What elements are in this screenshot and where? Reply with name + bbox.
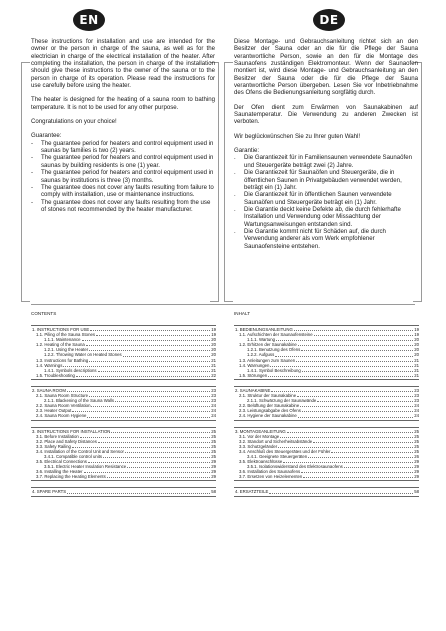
guarantee-item: [31, 140, 215, 155]
toc-page-number: 21: [414, 372, 419, 378]
toc-leader-dots: [301, 472, 413, 473]
toc-page-number: 21: [414, 357, 419, 363]
toc-leader-dots: [344, 467, 413, 468]
toc-page-number: 20: [414, 347, 419, 353]
toc-entry-title: 1.5. Störungen: [239, 372, 268, 378]
toc-leader-dots: [300, 406, 413, 407]
toc-section: [31, 427, 216, 482]
toc-page-number: 20: [414, 352, 419, 358]
toc-entry-title: 1.2. Erhitzen der Saunakabine: [239, 342, 297, 348]
toc-page-number: 20: [414, 342, 419, 348]
toc-section: [234, 487, 419, 496]
toc-page-number: 29: [414, 459, 419, 465]
toc-page-number: 21: [211, 367, 216, 373]
toc-leader-dots: [308, 457, 413, 458]
toc-page-number: 25: [211, 453, 216, 459]
guarantee-text: Die Garantie kommt nicht für Schäden auf, die durch Verwendung anderer als vom Werk empfohlener Saunaofensteine entstehen.: [244, 227, 386, 250]
language-badge-en: EN: [73, 9, 105, 31]
toc-page-number: 23: [211, 393, 216, 399]
toc-page-number: 29: [414, 469, 419, 475]
guarantee-item: [234, 228, 418, 250]
toc-entry-title: 1.2.2. Throwing Water on Heated Stones: [44, 352, 122, 358]
toc-page-number: 29: [211, 459, 216, 465]
toc-page-number: 20: [211, 352, 216, 358]
toc-section: [234, 325, 419, 380]
guarantee-item: [31, 199, 215, 214]
toc-leader-dots: [297, 396, 413, 397]
toc-entry-title: 4. ERSATZTEILE: [235, 489, 269, 495]
toc-leader-dots: [80, 437, 210, 438]
toc-page-number: 25: [211, 438, 216, 444]
toc-page-number: 24: [211, 413, 216, 419]
toc-entry-title: 3.1. Before Installation: [36, 433, 79, 439]
toc-page-number: 20: [211, 337, 216, 343]
toc-page-number: 24: [414, 413, 419, 419]
toc-entry: [234, 373, 419, 378]
toc-entry-title: 2.1. Sauna Room Structure: [36, 393, 89, 399]
guarantee-item: [234, 154, 418, 169]
english-column: [31, 38, 215, 213]
bullet-mark: .: [234, 191, 236, 199]
toc-entry-title: 3.7. Replacing the Heating Elements: [36, 474, 106, 480]
toc-entry-title: 1.4.1. Symbol Beschreibung: [247, 367, 301, 373]
bullet-mark: .: [234, 205, 236, 213]
toc-page-number: 25: [211, 448, 216, 454]
toc-entry-title: 1.3. Instructions for Bathing: [36, 357, 89, 363]
toc-page-number: 19: [211, 332, 216, 338]
toc-leader-dots: [90, 330, 210, 331]
toc-section: [234, 386, 419, 421]
toc-entry: [234, 489, 419, 494]
toc-entry: [31, 474, 216, 479]
toc-page-number: 20: [211, 347, 216, 353]
toc-leader-dots: [296, 361, 413, 362]
toc-leader-dots: [96, 335, 210, 336]
toc-entry-title: 1. INSTRUCTIONS FOR USE: [32, 327, 90, 332]
toc-page-number: 24: [211, 408, 216, 414]
toc-entry-title: 2.4. Sauna Room Hygiene: [36, 413, 87, 419]
toc-leader-dots: [72, 447, 210, 448]
toc-leader-dots: [98, 371, 211, 372]
toc-entry-title: 3.5. Electrical Connections: [36, 459, 87, 465]
toc-page-number: 23: [211, 387, 216, 393]
toc-page-number: 25: [211, 433, 216, 439]
toc-leader-dots: [89, 396, 210, 397]
congratulations-text: Congratulations on your choice!: [31, 118, 117, 126]
toc-entry-title: 3. INSTRUCTIONS FOR INSTALLATION: [32, 428, 111, 434]
bullet-mark: .: [234, 154, 236, 162]
guarantee-text: Die Garantiezeit für in öffentlichen Saunen verwendete Saunaöfen und Steuergeräte beträgt ein (1) Jahr.: [244, 191, 392, 206]
intro-paragraph: These instructions for installation and use are intended for the owner or the person in charge of the sauna, as well as for the electrician in charge of the electrical installation of the heater. After completing the installation, the person in charge of the installation should give these instructions to the owner of the sauna or to the person in charge of its operation. Please read the instructions for use carefully before using the heater.: [31, 38, 215, 90]
toc-leader-dots: [63, 366, 210, 367]
guarantee-item: [31, 184, 215, 199]
toc-page-number: 19: [414, 327, 419, 332]
bullet-mark: -: [31, 169, 34, 177]
toc-entry: [234, 413, 419, 418]
guarantee-title: Guarantee:: [31, 132, 62, 140]
intro-paragraph: Diese Montage- und Gebrauchsanleitung richtet sich an den Besitzer der Sauna oder an die für die Pflege der Sauna verantwortliche Person, sowie an den für die Montage des Saunaofens zuständigen Elektromonteur. Wenn der Saunaofen montiert ist, wird diese Montage- und Gebrauchsanleitung an den Besitzer der Sauna oder die für die Pflege der Sauna verantwortliche Person übergeben. Lesen Sie vor Inbetriebnahme des Ofens die Bedienungsanleitung sorgfältig durch.: [234, 38, 418, 97]
toc-entry-title: 2.2. Belüftung der Saunakabine: [239, 403, 300, 409]
toc-leader-dots: [76, 376, 210, 377]
toc-entry-title: 3.2. Standort und Sicherheitsabstände: [239, 438, 313, 444]
toc-page-number: 26: [414, 453, 419, 459]
toc-entry: [31, 373, 216, 378]
toc-page-number: 23: [414, 393, 419, 399]
toc-leader-dots: [314, 335, 414, 336]
toc-leader-dots: [317, 401, 413, 402]
toc-leader-dots: [72, 411, 210, 412]
toc-leader-dots: [302, 371, 413, 372]
toc-page-number: 24: [211, 403, 216, 409]
bullet-mark: .: [234, 227, 236, 235]
guarantee-text: Die Garantiezeit für Saunaöfen und Steuergeräte, die in öffentlichen Saunen in Privatgebäuden verwendet werden, beträgt ein (1) Jahr.: [244, 169, 402, 191]
toc-section: [234, 427, 419, 482]
toc-page-number: 25: [211, 428, 216, 434]
toc-page-number: 58: [211, 489, 216, 495]
toc-leader-dots: [268, 376, 413, 377]
toc-entry-title: 2. SAUNAKABINE: [235, 387, 271, 393]
toc-leader-dots: [313, 442, 413, 443]
toc-entry: [234, 474, 419, 479]
toc-entry-title: 2.1. Struktur der Saunakabine: [239, 393, 297, 399]
bullet-mark: -: [31, 183, 34, 191]
toc-entry-title: 3.5. Elektroanschlüsse: [239, 459, 283, 465]
toc-entry-title: 2.1.1. Blackening of the Sauna Walls: [44, 398, 115, 404]
toc-entry-title: 1.2. Heating of the Sauna: [36, 342, 85, 348]
toc-leader-dots: [115, 401, 210, 402]
toc-entry-title: 4. SPARE PARTS: [32, 489, 67, 495]
toc-leader-dots: [91, 406, 210, 407]
german-column: [234, 38, 418, 250]
toc-page-number: 19: [211, 327, 216, 332]
toc-entry-title: 3.3. Schutzgeländer: [239, 443, 278, 449]
toc-leader-dots: [276, 340, 413, 341]
guarantee-item: [234, 206, 418, 228]
divider: [31, 304, 415, 305]
toc-entry-title: 1.1. Aufschichten der Saunaofensteine: [239, 332, 313, 338]
toc-leader-dots: [123, 356, 211, 357]
toc-leader-dots: [67, 493, 210, 494]
toc-entry-title: 2.2. Sauna Room Ventilation: [36, 403, 91, 409]
bracket-right-open: [224, 62, 233, 302]
guarantee-title: Garantie:: [234, 147, 260, 155]
toc-page-number: 20: [211, 342, 216, 348]
toc-page-number: 25: [211, 443, 216, 449]
toc-leader-dots: [125, 452, 210, 453]
toc-leader-dots: [88, 462, 210, 463]
toc-entry: [31, 489, 216, 494]
toc-leader-dots: [331, 452, 413, 453]
toc-entry-title: 1.1.1. Maintenance: [44, 337, 81, 343]
toc-entry-title: 3.4.1. Geeignete Steuergeräten: [247, 453, 308, 459]
toc-page-number: 25: [414, 438, 419, 444]
toc-leader-dots: [283, 462, 413, 463]
toc-leader-dots: [89, 361, 210, 362]
toc-leader-dots: [86, 345, 210, 346]
toc-page-number: 25: [414, 443, 419, 449]
toc-page-number: 29: [211, 469, 216, 475]
guarantee-item: [234, 169, 418, 191]
toc-leader-dots: [67, 391, 210, 392]
toc-entry-title: 1.1. Piling of the Sauna Stones: [36, 332, 96, 338]
contents-heading: INHALT: [234, 311, 250, 316]
toc-entry-title: 3.3. Safety Railing: [36, 443, 71, 449]
toc-page-number: 23: [211, 398, 216, 404]
bullet-mark: -: [31, 198, 34, 206]
contents-en: [31, 311, 216, 497]
toc-entry-title: 2.3. Heater Output: [36, 408, 72, 414]
toc-leader-dots: [87, 417, 210, 418]
toc-leader-dots: [275, 356, 413, 357]
toc-page-number: 24: [414, 408, 419, 414]
contents-de: [234, 311, 419, 497]
toc-entry-title: 3.7. Ersetzen von Heizelementen: [239, 474, 303, 480]
toc-page-number: 29: [211, 464, 216, 470]
toc-page-number: 24: [414, 403, 419, 409]
toc-page-number: 21: [414, 362, 419, 368]
toc-leader-dots: [302, 411, 413, 412]
language-badge-de: DE: [313, 9, 345, 31]
toc-leader-dots: [271, 391, 413, 392]
toc-leader-dots: [287, 432, 413, 433]
toc-entry-title: 1.2.2. Aufguss: [247, 352, 275, 358]
guarantee-text: The guarantee does not cover any faults resulting from the use of stones not recommended by the heater manufacturer.: [41, 198, 211, 213]
guarantee-text: The guarantee does not cover any faults resulting from failure to comply with installation, use or maintenance instructions.: [41, 183, 214, 199]
toc-entry-title: 3.1. Vor der Montage: [239, 433, 280, 439]
toc-entry-title: 1.4.1. Symbols descriptions: [44, 367, 97, 373]
toc-entry-title: 2.4. Hygiene der Saunakabine: [239, 413, 297, 419]
toc-entry-title: 1.3. Anleitungen zum Saunen: [239, 357, 296, 363]
toc-leader-dots: [303, 477, 413, 478]
contents-heading: CONTENTS: [31, 311, 57, 316]
toc-leader-dots: [270, 366, 413, 367]
toc-leader-dots: [298, 417, 413, 418]
guarantee-list: [234, 154, 418, 249]
congratulations-text: Wir beglückwünschen Sie zu Ihrer guten Wahl!: [234, 132, 361, 140]
toc-leader-dots: [98, 442, 210, 443]
toc-entry-title: 1.4. Warnings: [36, 362, 63, 368]
guarantee-text: The guarantee period for heaters and control equipment used in saunas by families is two (2) years.: [41, 139, 214, 155]
toc-entry-title: 1.1.1. Wartung: [247, 337, 276, 343]
toc-entry-title: 3.5.1. Electric Heater Insulation Resistance: [44, 464, 127, 470]
toc-leader-dots: [280, 437, 413, 438]
toc-entry-title: 1. BEDIENUNGSANLEITUNG: [235, 327, 293, 332]
toc-entry-title: 3.4.1. Compatible control units: [44, 453, 103, 459]
toc-entry-title: 3.6. Installation des Saunaofens: [239, 469, 301, 475]
guarantee-item: [31, 169, 215, 184]
toc-leader-dots: [82, 340, 211, 341]
toc-entry-title: 1.2.1. Benutzung des Ofens: [247, 347, 301, 353]
toc-entry-title: 3.6. Installing the Heater: [36, 469, 83, 475]
toc-entry-title: 1.5. Troubleshooting: [36, 372, 75, 378]
toc-page-number: 19: [414, 332, 419, 338]
guarantee-item: [234, 191, 418, 206]
toc-leader-dots: [103, 457, 210, 458]
toc-page-number: 21: [211, 357, 216, 363]
bracket-left-open: [21, 62, 30, 302]
toc-entry-title: 3.5.1. Isolationswiderstand des Elektrosaunaofens: [247, 464, 343, 470]
toc-leader-dots: [107, 477, 210, 478]
purpose-paragraph: The heater is designed for the heating of a sauna room to bathing temperature. It is not to be used for any other purpose.: [31, 96, 215, 111]
toc-leader-dots: [127, 467, 210, 468]
toc-entry-title: 3.4. Anschluß des Steuergerätes und der Fühler: [239, 448, 331, 454]
toc-page-number: 20: [414, 337, 419, 343]
toc-leader-dots: [278, 447, 413, 448]
toc-page-number: 25: [414, 428, 419, 434]
toc-page-number: 21: [414, 367, 419, 373]
toc-page-number: 23: [414, 387, 419, 393]
toc-page-number: 25: [414, 433, 419, 439]
toc-leader-dots: [294, 330, 413, 331]
toc-leader-dots: [269, 493, 413, 494]
toc-page-number: 29: [211, 474, 216, 480]
guarantee-list: [31, 140, 215, 213]
bullet-mark: .: [234, 169, 236, 177]
toc-entry-title: 1.4. Warnungen: [239, 362, 270, 368]
toc-page-number: 25: [414, 448, 419, 454]
toc-entry-title: 3.2. Place and Safety Distances: [36, 438, 97, 444]
toc-page-number: 23: [414, 398, 419, 404]
toc-entry-title: 2.3. Leistungsabgabe des Ofens: [239, 408, 301, 414]
guarantee-item: [31, 154, 215, 169]
toc-leader-dots: [111, 432, 210, 433]
toc-entry-title: 2. SAUNA ROOM: [32, 387, 66, 393]
bullet-mark: -: [31, 139, 34, 147]
toc-entry: [31, 413, 216, 418]
toc-leader-dots: [89, 350, 210, 351]
bullet-mark: -: [31, 154, 34, 162]
toc-leader-dots: [298, 345, 413, 346]
purpose-paragraph: Der Ofen dient zum Erwärmen von Saunakabinen auf Saunatemperatur. Die Verwendung zu anderen Zwecken ist verboten.: [234, 103, 418, 126]
toc-page-number: 29: [414, 474, 419, 480]
toc-entry-title: 3.4. Installation of the Control Unit and Sensor: [36, 448, 124, 454]
toc-leader-dots: [301, 350, 413, 351]
toc-leader-dots: [84, 472, 211, 473]
toc-section: [31, 325, 216, 380]
guarantee-text: Die Garantie deckt keine Defekte ab, die durch fehlerhafte Installation und Verwendung oder Missachtung der Wartungsanweisungen entstanden sind.: [244, 205, 401, 228]
toc-page-number: 21: [211, 362, 216, 368]
guarantee-text: Die Garantiezeit für in Familiensaunen verwendete Saunaöfen und Steuergeräte beträgt zwei (2) Jahre.: [244, 154, 413, 169]
guarantee-text: The guarantee period for heaters and control equipment used in saunas by institutions is three (3) months.: [41, 169, 214, 184]
toc-entry-title: 2.1.1. Schwärzung der Saunawände: [247, 398, 317, 404]
guarantee-text: The guarantee period for heaters and control equipment used in saunas by building residents is one (1) year.: [41, 154, 214, 169]
toc-page-number: 58: [414, 489, 419, 495]
toc-page-number: 22: [211, 372, 216, 378]
toc-section: [31, 487, 216, 496]
toc-section: [31, 386, 216, 421]
toc-entry-title: 3. MONTAGEANLEITUNG: [235, 428, 286, 434]
toc-entry-title: 1.2.1. Using the Heater: [44, 347, 89, 353]
toc-page-number: 29: [414, 464, 419, 470]
